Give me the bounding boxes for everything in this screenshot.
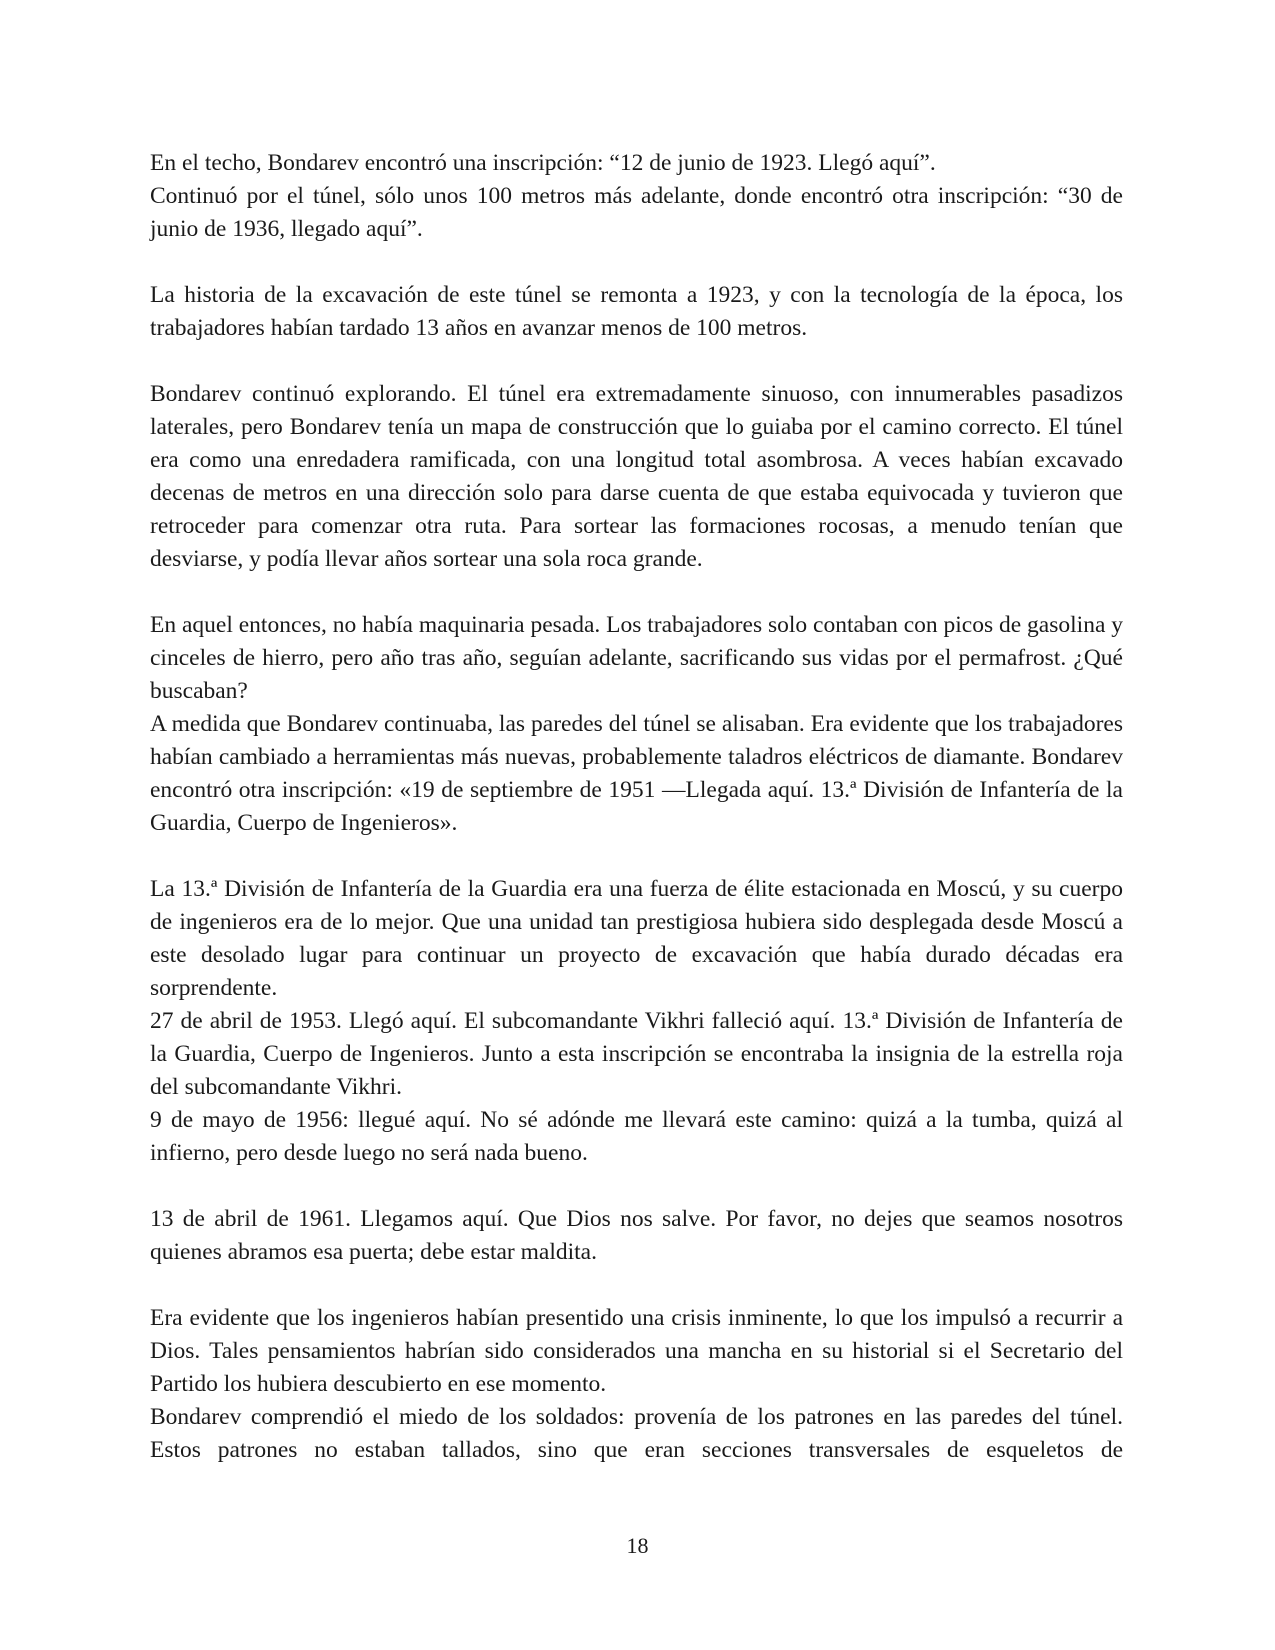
paragraph: La 13.ª División de Infantería de la Guardia era una fuerza de élite estacionada en Moscú, y su cuerpo de ingenieros era de lo mejor. Que una unidad tan prestigiosa hubiera sido desplegada desde Moscú a este desolado lugar para continuar un proyecto de excavación que había durado décadas era sorprendente. xyxy=(150,876,1123,1001)
paragraph: Bondarev continuó explorando. El túnel era extremadamente sinuoso, con innumerables pasadizos laterales, pero Bondarev tenía un mapa de construcción que lo guiaba por el camino correcto. El túnel era como una enredadera ramificada, con una longitud total asombrosa. A veces habían excavado decenas de metros en una dirección solo para darse cuenta de que estaba equivocada y tuvieron que retroceder para comenzar otra ruta. Para sortear las formaciones rocosas, a menudo tenían que desviarse, y podía llevar años sortear una sola roca grande. xyxy=(150,381,1123,572)
paragraph: 13 de abril de 1961. Llegamos aquí. Que Dios nos salve. Por favor, no dejes que seamos nosotros quienes abramos esa puerta; debe estar maldita. xyxy=(150,1206,1123,1265)
paragraph-gap xyxy=(150,1170,1123,1203)
paragraph: En aquel entonces, no había maquinaria pesada. Los trabajadores solo contaban con picos de gasolina y cinceles de hierro, pero año tras año, seguían adelante, sacrificando sus vidas por el permafrost. ¿Qué buscaban? xyxy=(150,612,1123,704)
paragraph-gap xyxy=(150,840,1123,873)
paragraph: 9 de mayo de 1956: llegué aquí. No sé adónde me llevará este camino: quizá a la tumba, quizá al infierno, pero desde luego no será nada bueno. xyxy=(150,1107,1123,1166)
paragraph: Bondarev comprendió el miedo de los soldados: provenía de los patrones en las paredes del túnel. Estos patrones no estaban tallados, sino que eran secciones transversales de esqueletos de xyxy=(150,1404,1123,1463)
paragraph: 27 de abril de 1953. Llegó aquí. El subcomandante Vikhri falleció aquí. 13.ª División de Infantería de la Guardia, Cuerpo de Ingenieros. Junto a esta inscripción se encontraba la insignia de la estrella roja del subcomandante Vikhri. xyxy=(150,1008,1123,1100)
paragraph-gap xyxy=(150,345,1123,378)
paragraph: En el techo, Bondarev encontró una inscripción: “12 de junio de 1923. Llegó aquí”. xyxy=(150,150,936,176)
paragraph: Continuó por el túnel, sólo unos 100 metros más adelante, donde encontró otra inscripción: “30 de junio de 1936, llegado aquí”. xyxy=(150,183,1123,242)
paragraph: Era evidente que los ingenieros habían presentido una crisis inminente, lo que los impulsó a recurrir a Dios. Tales pensamientos habrían sido considerados una mancha en su historial si el Secretario del Partido los hubiera descubierto en ese momento. xyxy=(150,1305,1123,1397)
body-text xyxy=(150,147,1123,1467)
paragraph: A medida que Bondarev continuaba, las paredes del túnel se alisaban. Era evidente que los trabajadores habían cambiado a herramientas más nuevas, probablemente taladros eléctricos de diamante. Bondarev encontró otra inscripción: «19 de septiembre de 1951 —Llegada aquí. 13.ª División de Infantería de la Guardia, Cuerpo de Ingenieros». xyxy=(150,711,1123,836)
paragraph-gap xyxy=(150,246,1123,279)
paragraph: La historia de la excavación de este túnel se remonta a 1923, y con la tecnología de la época, los trabajadores habían tardado 13 años en avanzar menos de 100 metros. xyxy=(150,282,1123,341)
page-number: 18 xyxy=(626,1533,649,1558)
paragraph-gap xyxy=(150,576,1123,609)
paragraph-gap xyxy=(150,1269,1123,1302)
